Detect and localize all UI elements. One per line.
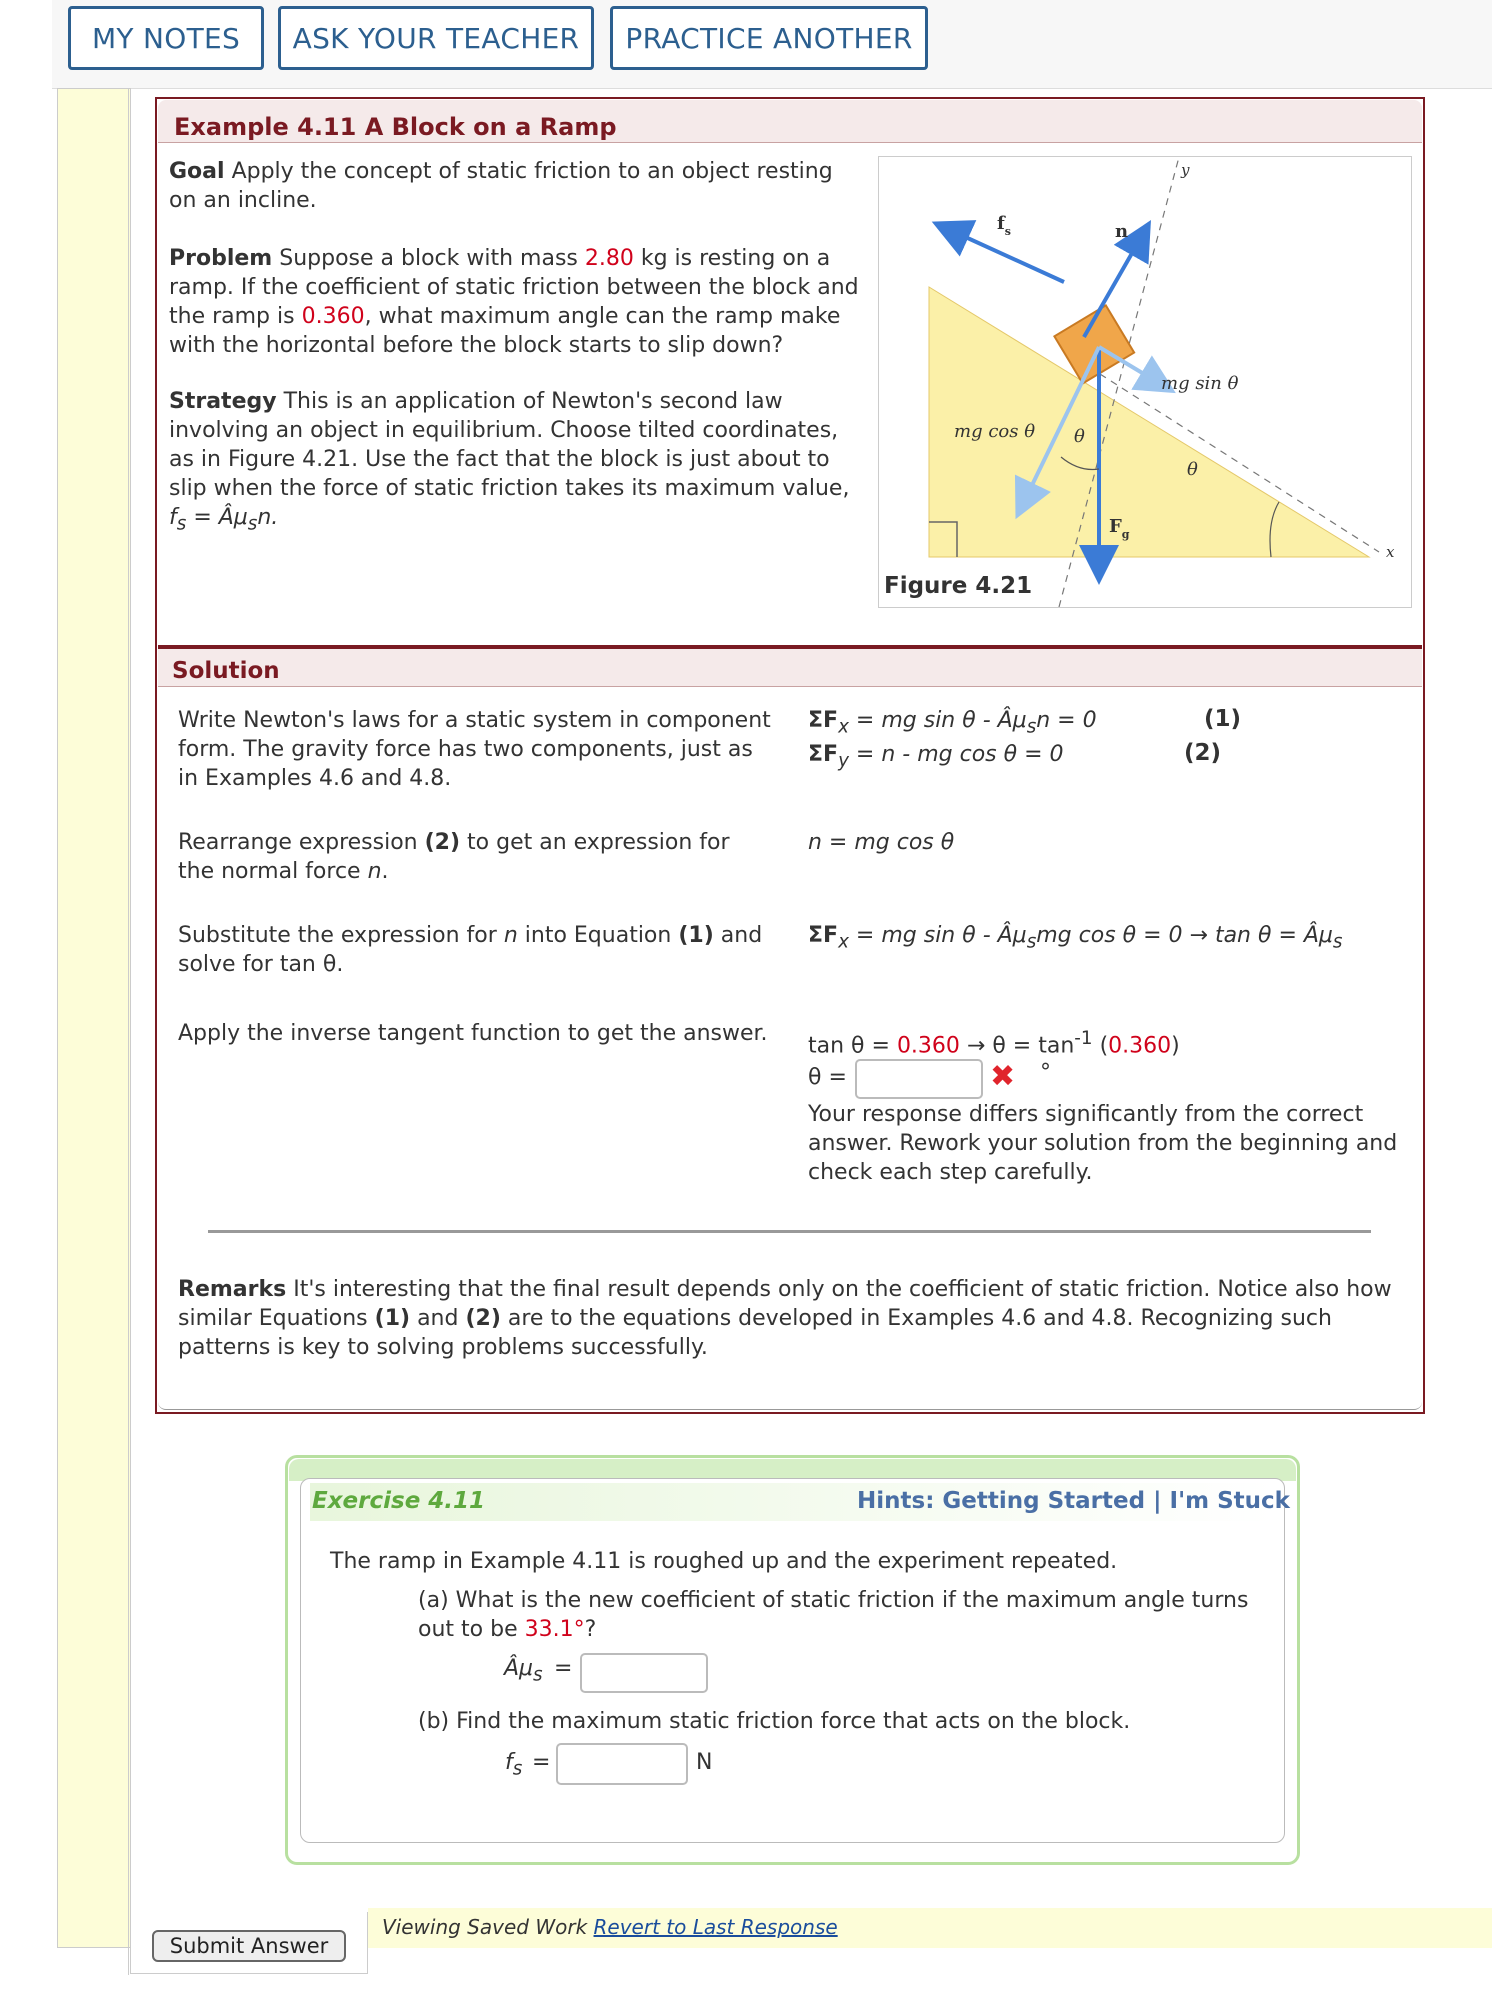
hint-getting-started-link[interactable]: Getting Started — [942, 1488, 1146, 1514]
strategy-paragraph — [169, 387, 859, 538]
hint-separator: | — [1153, 1488, 1162, 1514]
remarks-and: and — [417, 1306, 459, 1331]
problem-label: Problem — [169, 246, 273, 271]
feedback-message: Your response differs significantly from the correct answer. Rework your solution from the beginning and check each step carefully. — [808, 1102, 1398, 1185]
fs-unit: N — [696, 1750, 713, 1775]
eq1-sub2: s — [1026, 716, 1037, 738]
y-axis-label: y — [1181, 161, 1190, 179]
n-label: n — [1115, 221, 1129, 242]
eq-mu: = Âμ — [193, 505, 248, 530]
problem-text-2: kg is resting on a ramp. If the coefficient of static friction between the block and the ramp is — [169, 246, 859, 329]
equation-normal: n = mg cos θ — [808, 830, 955, 855]
mu-sub: s — [533, 1664, 543, 1686]
saved-work-label: Viewing Saved Work — [382, 1915, 588, 1939]
step2-eq-ref: (2) — [424, 830, 461, 855]
step2-part-a: Rearrange expression — [178, 830, 418, 855]
remarks-part-a: It's interesting that the final result depends only on the coefficient of static friction. Notice also how similar Equations — [178, 1277, 1392, 1331]
eq1-sub: x — [838, 716, 849, 738]
mu-symbol: Âμ — [504, 1656, 534, 1681]
eq3-mid: mg cos θ = 0 → tan θ = Âμ — [1036, 923, 1333, 948]
strategy-equation — [169, 505, 279, 535]
problem-text-3: , what maximum angle can the ramp make with the horizontal before the block starts to slip down? — [169, 304, 841, 358]
eq3-sub2: s — [1026, 931, 1037, 953]
eq1-sigma: ΣF — [808, 708, 839, 733]
eq2-rhs: = n - mg cos θ = 0 — [855, 742, 1064, 767]
part-a-end: ? — [584, 1617, 597, 1642]
goal-paragraph — [169, 157, 849, 215]
step4-text: Apply the inverse tangent function to get the answer. — [178, 1021, 768, 1046]
theta-label: θ = — [808, 1065, 847, 1090]
eq1-end: n = 0 — [1036, 708, 1097, 733]
goal-label: Goal — [169, 159, 225, 184]
exercise-intro: The ramp in Example 4.11 is roughed up and the experiment repeated. — [330, 1549, 1118, 1574]
eq4-paren-close: ) — [1171, 1033, 1180, 1059]
remarks-paragraph — [178, 1275, 1413, 1362]
problem-paragraph — [169, 244, 859, 360]
theta-label-1: θ — [1074, 426, 1085, 447]
strategy-text: This is an application of Newton's second law involving an object in equilibrium. Choose tilted coordinates, as in Figure 4.21. Use the fact that the block is just about to slip when the force of static friction takes its maximum value, — [169, 389, 850, 501]
submit-answer-button[interactable]: Submit Answer — [152, 1930, 346, 1962]
strategy-label: Strategy — [169, 389, 277, 414]
eq-n: n. — [257, 505, 279, 530]
exercise-title: Exercise 4.11 — [312, 1488, 486, 1514]
eq-fs-sub: s — [176, 513, 187, 535]
step2-text: Rearrange expression (2) to get an expression for the normal force n. — [178, 830, 730, 884]
goal-text: Apply the concept of static friction to an object resting on an incline. — [169, 159, 833, 213]
eq4-sup: -1 — [1074, 1028, 1093, 1049]
eq4-value2: 0.360 — [1108, 1033, 1172, 1059]
incorrect-x-icon: ✖ — [990, 1059, 1016, 1094]
equation-1 — [808, 706, 1097, 741]
saved-work-text — [382, 1915, 838, 1939]
equation-3 — [808, 921, 1342, 956]
example-title: Example 4.11 A Block on a Ramp — [174, 113, 617, 141]
step3-var: n — [503, 923, 518, 948]
section-divider — [208, 1230, 1371, 1233]
exercise-part-a — [418, 1586, 1278, 1644]
step2-var: n — [367, 859, 382, 884]
step3-text — [178, 921, 778, 979]
theta-unit: ° — [1040, 1060, 1051, 1085]
exercise-inner — [300, 1478, 1285, 1843]
step3-part-c: and solve for tan θ. — [178, 923, 763, 977]
eq2-sigma: ΣF — [808, 742, 839, 767]
mg-sin-label: mg sin θ — [1161, 373, 1239, 394]
mu-label — [504, 1654, 543, 1689]
eq3-sub3: s — [1332, 931, 1343, 953]
figure-4-21 — [878, 156, 1412, 608]
theta-input[interactable] — [855, 1059, 983, 1099]
part-a-angle: 33.1° — [524, 1617, 585, 1642]
step3-eq-ref: (1) — [678, 923, 714, 948]
figure-caption: Figure 4.21 — [884, 573, 1033, 599]
my-notes-button[interactable]: MY NOTES — [68, 6, 264, 70]
eq4-part-b: → θ = tan — [966, 1033, 1075, 1059]
hint-im-stuck-link[interactable]: I'm Stuck — [1169, 1488, 1290, 1514]
remarks-label: Remarks — [178, 1277, 287, 1302]
fs-sub: s — [512, 1758, 523, 1780]
step3-part-b: into Equation — [524, 923, 672, 948]
practice-another-button[interactable]: PRACTICE ANOTHER — [610, 6, 928, 70]
fs-equals: = — [532, 1750, 551, 1775]
fs-label — [505, 1748, 522, 1783]
eq1-rhs: = mg sin θ - Âμ — [855, 708, 1027, 733]
mu-equals: = — [554, 1656, 573, 1681]
exercise-part-b: (b) Find the maximum static friction force that acts on the block. — [418, 1709, 1131, 1734]
remarks-eq1: (1) — [374, 1306, 411, 1331]
fs-symbol: f — [505, 1750, 513, 1775]
equation-2 — [808, 740, 1064, 775]
hints-bar — [857, 1488, 1290, 1514]
mu-input[interactable] — [580, 1653, 708, 1693]
remarks-part-c: are to the equations developed in Examples 4.6 and 4.8. Recognizing such patterns is key to solving problems successfully. — [178, 1306, 1332, 1360]
theta-label-2: θ — [1187, 459, 1198, 480]
step1-text: Write Newton's laws for a static system in component form. The gravity force has two components, just as in Examples 4.6 and 4.8. — [178, 708, 771, 791]
problem-text-1: Suppose a block with mass — [279, 246, 578, 271]
revert-link[interactable]: Revert to Last Response — [593, 1915, 838, 1939]
step2-part-b: to get an expression for the normal force — [178, 830, 730, 884]
fg-label: $F_g$ — [1109, 516, 1130, 541]
equation-4 — [808, 1024, 1180, 1060]
ramp-diagram — [879, 157, 1411, 607]
eq3-rhs: = mg sin θ - Âμ — [855, 923, 1027, 948]
hints-label: Hints: — [857, 1488, 935, 1514]
fs-input[interactable] — [556, 1743, 688, 1785]
eq-fs: f — [169, 505, 177, 530]
part-a-text: (a) What is the new coefficient of static friction if the maximum angle turns out to be — [418, 1588, 1249, 1642]
left-margin-column — [57, 88, 131, 1948]
solution-title: Solution — [172, 658, 280, 684]
eq2-sub: y — [838, 750, 849, 772]
step3-part-a: Substitute the expression for — [178, 923, 497, 948]
eq3-sigma: ΣF — [808, 923, 839, 948]
eq-mu-sub: s — [247, 513, 258, 535]
eq4-paren-open: ( — [1099, 1033, 1109, 1059]
ask-teacher-button[interactable]: ASK YOUR TEACHER — [278, 6, 594, 70]
solution-footer — [158, 1381, 1422, 1410]
eq2-number: (2) — [1184, 740, 1222, 766]
eq3-sub: x — [838, 931, 849, 953]
mass-value: 2.80 — [584, 246, 634, 271]
x-axis-label: x — [1386, 543, 1395, 561]
eq4-value: 0.360 — [896, 1033, 960, 1059]
mg-cos-label: mg cos θ — [954, 421, 1036, 442]
mu-value: 0.360 — [301, 304, 365, 329]
solution-header — [158, 645, 1422, 687]
eq1-number: (1) — [1204, 706, 1242, 732]
fs-label: $f_s$ — [997, 213, 1011, 238]
remarks-eq2: (2) — [465, 1306, 501, 1331]
eq4-part-a: tan θ = — [808, 1033, 890, 1059]
